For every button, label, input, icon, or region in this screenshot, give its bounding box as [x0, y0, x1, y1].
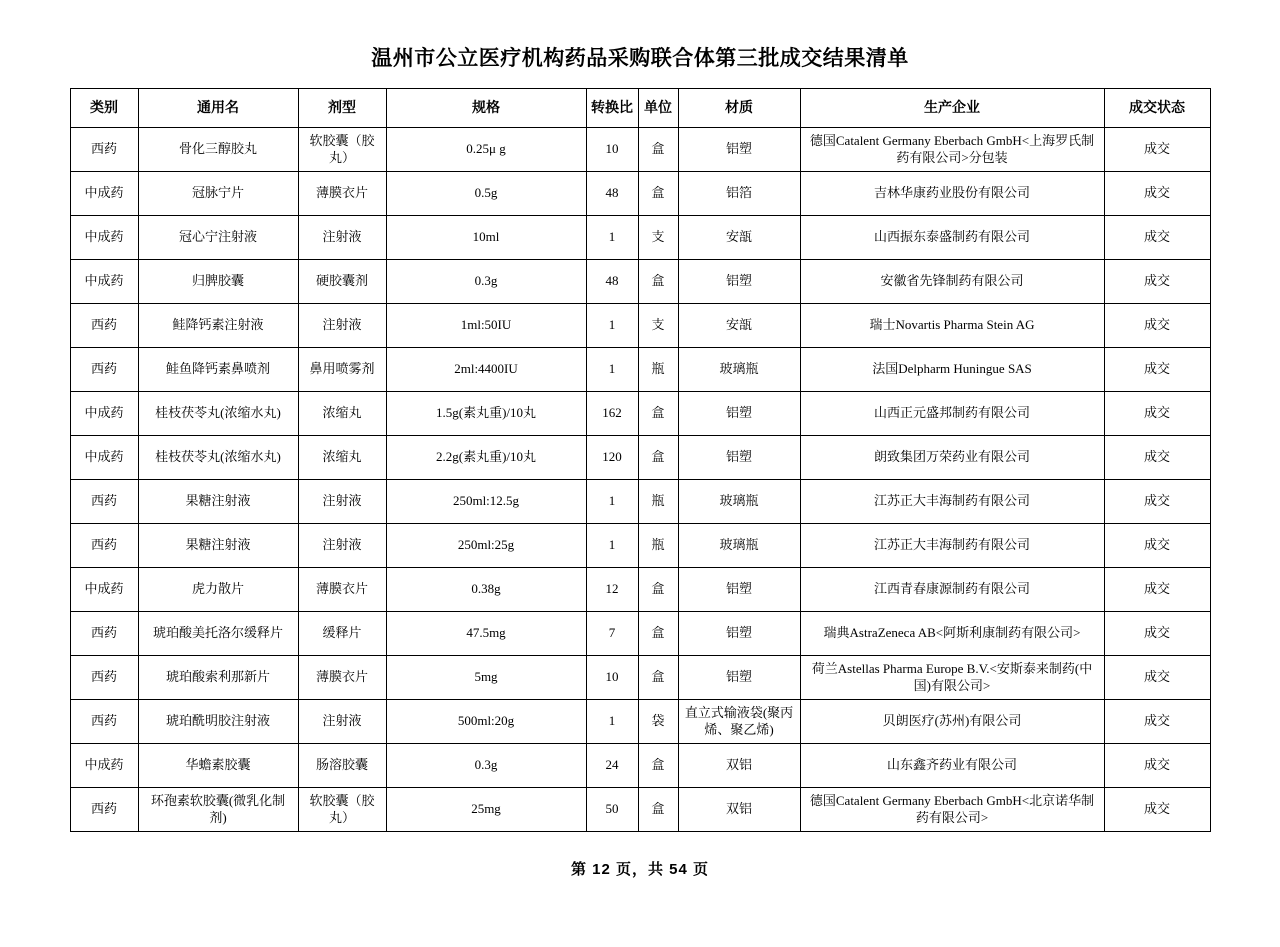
cell-unit: 盒 [638, 260, 678, 304]
procurement-results-table [70, 88, 1211, 832]
cell-dosage-form: 浓缩丸 [298, 392, 386, 436]
cell-unit: 袋 [638, 700, 678, 744]
cell-generic-name: 骨化三醇胶丸 [138, 128, 298, 172]
cell-specification: 250ml:25g [386, 524, 586, 568]
table-row [70, 436, 1210, 480]
cell-category: 西药 [70, 788, 138, 832]
cell-dosage-form: 肠溶胶囊 [298, 744, 386, 788]
cell-dosage-form: 注射液 [298, 304, 386, 348]
table-header [70, 89, 1210, 128]
cell-status: 成交 [1104, 788, 1210, 832]
cell-manufacturer: 山西振东泰盛制药有限公司 [800, 216, 1104, 260]
cell-manufacturer: 山东鑫齐药业有限公司 [800, 744, 1104, 788]
cell-manufacturer: 瑞典AstraZeneca AB<阿斯利康制药有限公司> [800, 612, 1104, 656]
page-footer: 第 12 页，共 54 页 [570, 861, 710, 878]
cell-unit: 瓶 [638, 480, 678, 524]
cell-dosage-form: 浓缩丸 [298, 436, 386, 480]
column-header-category: 类别 [70, 89, 138, 128]
table-row [70, 128, 1210, 172]
cell-specification: 1ml:50IU [386, 304, 586, 348]
cell-dosage-form: 鼻用喷雾剂 [298, 348, 386, 392]
cell-material: 铝塑 [678, 612, 800, 656]
cell-dosage-form: 软胶囊（胶丸） [298, 788, 386, 832]
cell-manufacturer: 江苏正大丰海制药有限公司 [800, 524, 1104, 568]
cell-dosage-form: 注射液 [298, 216, 386, 260]
cell-generic-name: 归脾胶囊 [138, 260, 298, 304]
cell-status: 成交 [1104, 260, 1210, 304]
cell-material: 铝塑 [678, 260, 800, 304]
cell-dosage-form: 注射液 [298, 480, 386, 524]
cell-manufacturer: 德国Catalent Germany Eberbach GmbH<上海罗氏制药有限公司>分包装 [800, 128, 1104, 172]
cell-conversion-ratio: 1 [586, 480, 638, 524]
cell-material: 安瓿 [678, 304, 800, 348]
cell-category: 中成药 [70, 744, 138, 788]
table-body [70, 128, 1210, 832]
cell-category: 西药 [70, 524, 138, 568]
cell-generic-name: 桂枝茯苓丸(浓缩水丸) [138, 436, 298, 480]
cell-material: 安瓿 [678, 216, 800, 260]
table-row [70, 392, 1210, 436]
cell-status: 成交 [1104, 216, 1210, 260]
column-header-dosage-form: 剂型 [298, 89, 386, 128]
cell-dosage-form: 薄膜衣片 [298, 172, 386, 216]
table-row [70, 656, 1210, 700]
document-page [0, 42, 1280, 947]
cell-specification: 0.3g [386, 260, 586, 304]
cell-generic-name: 鲑鱼降钙素鼻喷剂 [138, 348, 298, 392]
cell-unit: 盒 [638, 568, 678, 612]
cell-unit: 盒 [638, 128, 678, 172]
cell-conversion-ratio: 1 [586, 304, 638, 348]
cell-material: 铝塑 [678, 568, 800, 612]
page-title: 温州市公立医疗机构药品采购联合体第三批成交结果清单 [371, 47, 909, 70]
cell-dosage-form: 薄膜衣片 [298, 568, 386, 612]
cell-manufacturer: 吉林华康药业股份有限公司 [800, 172, 1104, 216]
cell-dosage-form: 缓释片 [298, 612, 386, 656]
cell-unit: 盒 [638, 656, 678, 700]
cell-category: 西药 [70, 700, 138, 744]
cell-status: 成交 [1104, 304, 1210, 348]
cell-material: 铝箔 [678, 172, 800, 216]
cell-status: 成交 [1104, 436, 1210, 480]
table-row [70, 568, 1210, 612]
cell-category: 中成药 [70, 392, 138, 436]
cell-material: 双铝 [678, 744, 800, 788]
cell-dosage-form: 硬胶囊剂 [298, 260, 386, 304]
cell-specification: 5mg [386, 656, 586, 700]
cell-conversion-ratio: 48 [586, 172, 638, 216]
cell-dosage-form: 注射液 [298, 524, 386, 568]
cell-generic-name: 鲑降钙素注射液 [138, 304, 298, 348]
cell-category: 中成药 [70, 568, 138, 612]
cell-conversion-ratio: 48 [586, 260, 638, 304]
cell-manufacturer: 江西青春康源制药有限公司 [800, 568, 1104, 612]
cell-conversion-ratio: 162 [586, 392, 638, 436]
cell-generic-name: 环孢素软胶囊(微乳化制剂) [138, 788, 298, 832]
cell-dosage-form: 注射液 [298, 700, 386, 744]
cell-specification: 0.25μ g [386, 128, 586, 172]
cell-status: 成交 [1104, 392, 1210, 436]
cell-generic-name: 果糖注射液 [138, 480, 298, 524]
cell-generic-name: 冠心宁注射液 [138, 216, 298, 260]
cell-manufacturer: 贝朗医疗(苏州)有限公司 [800, 700, 1104, 744]
table-row [70, 348, 1210, 392]
cell-material: 玻璃瓶 [678, 348, 800, 392]
cell-status: 成交 [1104, 524, 1210, 568]
cell-status: 成交 [1104, 656, 1210, 700]
table-row [70, 216, 1210, 260]
cell-manufacturer: 法国Delpharm Huningue SAS [800, 348, 1104, 392]
cell-unit: 盒 [638, 612, 678, 656]
cell-material: 铝塑 [678, 392, 800, 436]
cell-status: 成交 [1104, 744, 1210, 788]
column-header-manufacturer: 生产企业 [800, 89, 1104, 128]
cell-material: 铝塑 [678, 128, 800, 172]
cell-conversion-ratio: 1 [586, 348, 638, 392]
cell-unit: 支 [638, 304, 678, 348]
column-header-status: 成交状态 [1104, 89, 1210, 128]
cell-conversion-ratio: 12 [586, 568, 638, 612]
cell-unit: 盒 [638, 744, 678, 788]
cell-specification: 500ml:20g [386, 700, 586, 744]
cell-dosage-form: 软胶囊（胶丸） [298, 128, 386, 172]
cell-conversion-ratio: 10 [586, 128, 638, 172]
cell-conversion-ratio: 1 [586, 700, 638, 744]
cell-conversion-ratio: 24 [586, 744, 638, 788]
cell-category: 中成药 [70, 436, 138, 480]
cell-unit: 盒 [638, 392, 678, 436]
cell-conversion-ratio: 7 [586, 612, 638, 656]
table-row [70, 304, 1210, 348]
table-row [70, 260, 1210, 304]
cell-category: 西药 [70, 128, 138, 172]
cell-specification: 47.5mg [386, 612, 586, 656]
cell-generic-name: 华蟾素胶囊 [138, 744, 298, 788]
cell-category: 西药 [70, 304, 138, 348]
cell-generic-name: 琥珀酰明胶注射液 [138, 700, 298, 744]
cell-unit: 瓶 [638, 348, 678, 392]
cell-conversion-ratio: 50 [586, 788, 638, 832]
cell-specification: 10ml [386, 216, 586, 260]
cell-status: 成交 [1104, 612, 1210, 656]
cell-unit: 盒 [638, 172, 678, 216]
cell-category: 中成药 [70, 172, 138, 216]
cell-material: 双铝 [678, 788, 800, 832]
table-row [70, 172, 1210, 216]
column-header-unit: 单位 [638, 89, 678, 128]
cell-specification: 0.38g [386, 568, 586, 612]
column-header-specification: 规格 [386, 89, 586, 128]
table-header-row [70, 89, 1210, 128]
cell-unit: 盒 [638, 436, 678, 480]
cell-generic-name: 虎力散片 [138, 568, 298, 612]
cell-material: 玻璃瓶 [678, 524, 800, 568]
cell-generic-name: 琥珀酸美托洛尔缓释片 [138, 612, 298, 656]
cell-specification: 250ml:12.5g [386, 480, 586, 524]
table-row [70, 700, 1210, 744]
cell-manufacturer: 德国Catalent Germany Eberbach GmbH<北京诺华制药有限公司> [800, 788, 1104, 832]
cell-unit: 支 [638, 216, 678, 260]
cell-status: 成交 [1104, 700, 1210, 744]
cell-specification: 0.3g [386, 744, 586, 788]
cell-material: 直立式输液袋(聚丙烯、聚乙烯) [678, 700, 800, 744]
cell-unit: 盒 [638, 788, 678, 832]
cell-category: 西药 [70, 656, 138, 700]
cell-category: 中成药 [70, 216, 138, 260]
cell-manufacturer: 瑞士Novartis Pharma Stein AG [800, 304, 1104, 348]
cell-manufacturer: 荷兰Astellas Pharma Europe B.V.<安斯泰来制药(中国)有限公司> [800, 656, 1104, 700]
cell-specification: 25mg [386, 788, 586, 832]
cell-generic-name: 琥珀酸索利那新片 [138, 656, 298, 700]
cell-manufacturer: 朗致集团万荣药业有限公司 [800, 436, 1104, 480]
table-row [70, 788, 1210, 832]
cell-status: 成交 [1104, 568, 1210, 612]
cell-specification: 2.2g(素丸重)/10丸 [386, 436, 586, 480]
table-row [70, 524, 1210, 568]
cell-category: 西药 [70, 612, 138, 656]
table-row [70, 744, 1210, 788]
cell-status: 成交 [1104, 128, 1210, 172]
cell-manufacturer: 江苏正大丰海制药有限公司 [800, 480, 1104, 524]
cell-category: 西药 [70, 480, 138, 524]
cell-material: 玻璃瓶 [678, 480, 800, 524]
cell-manufacturer: 山西正元盛邦制药有限公司 [800, 392, 1104, 436]
cell-specification: 2ml:4400IU [386, 348, 586, 392]
cell-manufacturer: 安徽省先锋制药有限公司 [800, 260, 1104, 304]
cell-category: 中成药 [70, 260, 138, 304]
cell-generic-name: 冠脉宁片 [138, 172, 298, 216]
cell-generic-name: 桂枝茯苓丸(浓缩水丸) [138, 392, 298, 436]
cell-specification: 1.5g(素丸重)/10丸 [386, 392, 586, 436]
column-header-generic-name: 通用名 [138, 89, 298, 128]
cell-dosage-form: 薄膜衣片 [298, 656, 386, 700]
column-header-material: 材质 [678, 89, 800, 128]
cell-material: 铝塑 [678, 656, 800, 700]
cell-specification: 0.5g [386, 172, 586, 216]
cell-generic-name: 果糖注射液 [138, 524, 298, 568]
cell-status: 成交 [1104, 480, 1210, 524]
cell-conversion-ratio: 10 [586, 656, 638, 700]
cell-status: 成交 [1104, 172, 1210, 216]
table-row [70, 612, 1210, 656]
cell-status: 成交 [1104, 348, 1210, 392]
cell-unit: 瓶 [638, 524, 678, 568]
cell-conversion-ratio: 1 [586, 524, 638, 568]
cell-conversion-ratio: 1 [586, 216, 638, 260]
cell-material: 铝塑 [678, 436, 800, 480]
table-row [70, 480, 1210, 524]
cell-conversion-ratio: 120 [586, 436, 638, 480]
column-header-conversion-ratio: 转换比 [586, 89, 638, 128]
cell-category: 西药 [70, 348, 138, 392]
